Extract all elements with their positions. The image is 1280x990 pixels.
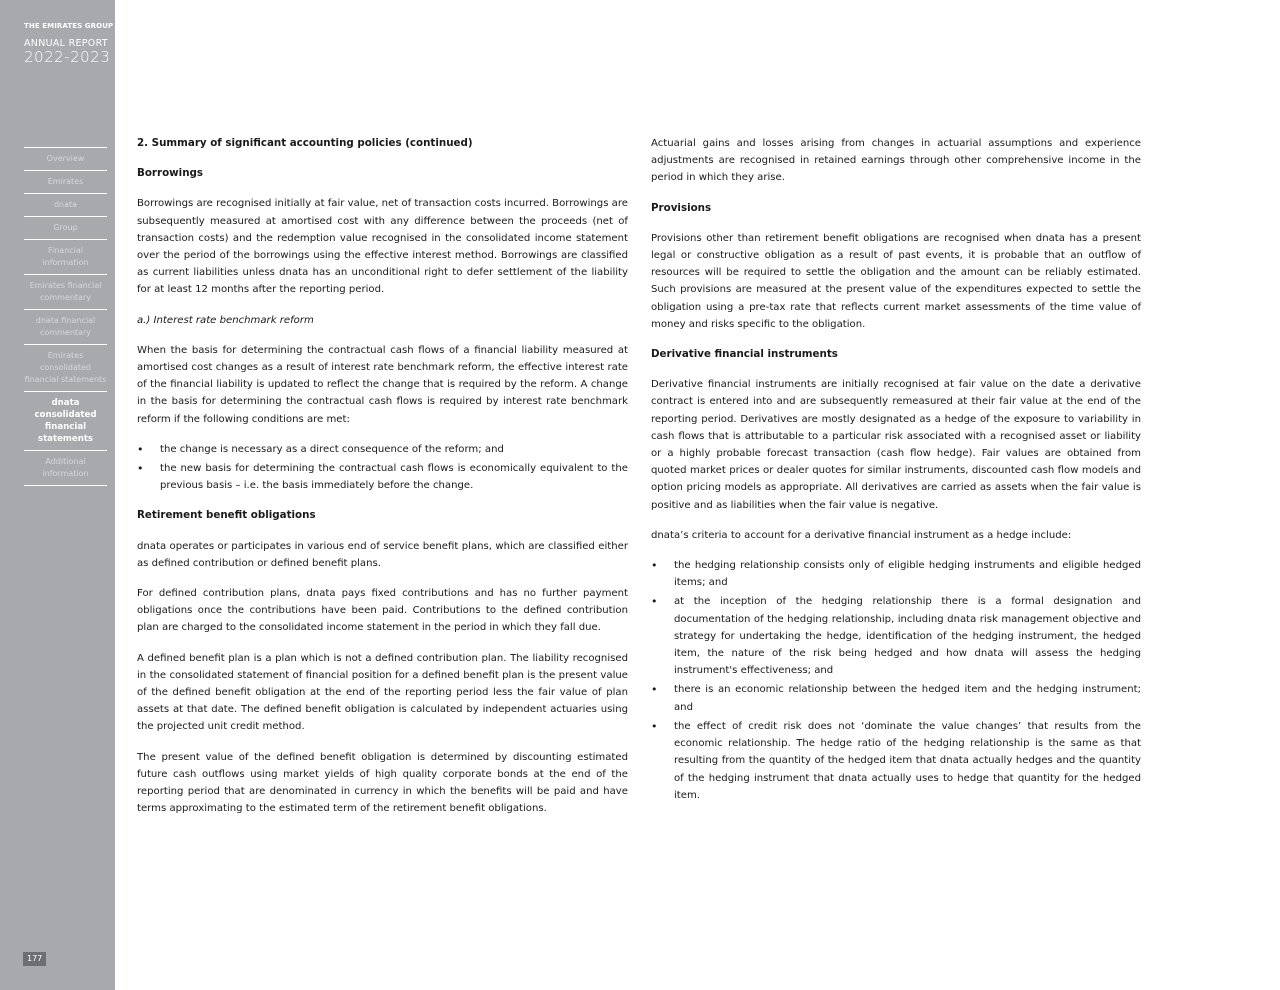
section-title: 2. Summary of significant accounting policies (continued) <box>137 137 473 149</box>
nav-item-emirates-consolidated-statements[interactable]: Emirates consolidated financial statements <box>24 344 107 391</box>
nav-item-dnata-consolidated-statements[interactable]: dnata consolidated financial statements <box>24 391 107 450</box>
derivatives-paragraph-2: dnata’s criteria to account for a derivative financial instrument as a hedge include: <box>651 529 1072 541</box>
list-item: • the hedging relationship consists only of eligible hedging instruments and eligible hedged items; and <box>651 557 1141 591</box>
list-item: • the effect of credit risk does not ‘dominate the value changes’ that results from the economic relationship. The hedge ratio of the hedging relationship is the same as that resulting from the quantity of the hedged item that dnata actually hedges and the quantity of the hedging instrument that dnata actually uses to hedge that quantity for the hedged item. <box>651 718 1141 804</box>
derivatives-paragraph-1: Derivative financial instruments are initially recognised at fair value on the date a derivative contract is entered into and are subsequently remeasured at their fair value at the end of the reporting period. Derivatives are mostly designated as a hedge of the exposure to variability in cash flows that is attributable to a particular risk associated with a recognised asset or liability or a highly probable forecast transaction (cash flow hedge). Fair values are obtained from quoted market prices or dealer quotes for similar instruments, discounted cash flow models and option pricing models as appropriate. All derivatives are carried as assets when the fair value is positive and as liabilities when the fair value is negative. <box>651 379 1141 511</box>
hedge-criteria-list <box>651 557 1141 804</box>
page-number: 177 <box>23 952 46 966</box>
brand-name: THE EMIRATES GROUP <box>24 22 114 30</box>
nav-item-group[interactable]: Group <box>24 216 107 239</box>
nav-item-dnata-financial-commentary[interactable]: dnata financial commentary <box>24 309 107 344</box>
left-column <box>137 135 628 831</box>
interest-rate-reform-paragraph: When the basis for determining the contractual cash flows of a financial liability measured at amortised cost changes as a result of interest rate benchmark reform, the effective interest rate of the financial liability is updated to reflect the change that is required by the reform. A change in the basis for determining the contractual cash flows is required by interest rate benchmark reform if the following conditions are met: <box>137 344 628 425</box>
list-item: • at the inception of the hedging relationship there is a formal designation and documentation of the hedging relationship, including dnata risk management objective and strategy for undertaking the hedge, identification of the hedging instrument, the hedged item, the nature of the risk being hedged and how dnata will assess the hedging instrument's effectiveness; and <box>651 593 1141 679</box>
list-item: • the new basis for determining the contractual cash flows is economically equivalent to the previous basis – i.e. the basis immediately before the change. <box>137 460 628 494</box>
brand-block <box>24 22 114 66</box>
list-item: • there is an economic relationship between the hedged item and the hedging instrument; and <box>651 681 1141 715</box>
retirement-benefit-heading: Retirement benefit obligations <box>137 509 316 522</box>
nav-item-emirates[interactable]: Emirates <box>24 170 107 193</box>
borrowings-paragraph: Borrowings are recognised initially at fair value, net of transaction costs incurred. Borrowings are subsequently measured at amortised cost with any difference between the proceeds (net of transaction costs) and the redemption value recognised in the consolidated income statement over the period of the borrowings using the effective interest method. Borrowings are classified as current liabilities unless dnata has an unconditional right to defer settlement of the liability for at least 12 months after the reporting period. <box>137 198 628 296</box>
right-column <box>651 135 1141 817</box>
list-item: • the change is necessary as a direct consequence of the reform; and <box>137 441 628 458</box>
retirement-benefit-paragraph-4: The present value of the defined benefit obligation is determined by discounting estimated future cash outflows using market yields of high quality corporate bonds at the end of the reporting period that are denominated in currency in which the benefits will be paid and have terms approximating to the estimated term of the retirement benefit obligations. <box>137 751 628 815</box>
nav-item-additional-information[interactable]: Additional information <box>24 450 107 486</box>
nav-item-overview[interactable]: Overview <box>24 147 107 170</box>
reform-conditions-list <box>137 441 628 495</box>
derivatives-heading: Derivative financial instruments <box>651 348 838 361</box>
nav-item-dnata[interactable]: dnata <box>24 193 107 216</box>
sidebar <box>0 0 115 990</box>
actuarial-paragraph: Actuarial gains and losses arising from changes in actuarial assumptions and experience adjustments are recognised in retained earnings through other comprehensive income in the period in which they arise. <box>651 138 1141 184</box>
retirement-benefit-paragraph-1: dnata operates or participates in various end of service benefit plans, which are classified either as defined contribution or defined benefit plans. <box>137 540 628 569</box>
borrowings-heading: Borrowings <box>137 167 204 180</box>
nav-item-financial-information[interactable]: Financial information <box>24 239 107 274</box>
retirement-benefit-paragraph-2: For defined contribution plans, dnata pays fixed contributions and has no further payment obligations once the contributions have been paid. Contributions to the defined contribution plan are charged to the consolidated income statement in the period in which they fall due. <box>137 588 628 634</box>
interest-rate-reform-subheading: a.) Interest rate benchmark reform <box>137 314 314 326</box>
provisions-paragraph: Provisions other than retirement benefit obligations are recognised when dnata has a present legal or constructive obligation as a result of past events, it is probable that an outflow of resources will be required to settle the obligation and the amount can be reliably estimated. Such provisions are measured at the present value of the expenditures expected to settle the obligation using a pre-tax rate that reflects current market assessments of the time value of money and risks specific to the obligation. <box>651 232 1141 330</box>
provisions-heading: Provisions <box>651 201 712 214</box>
report-label: ANNUAL REPORT <box>24 38 108 49</box>
retirement-benefit-paragraph-3: A defined benefit plan is a plan which is not a defined contribution plan. The liability recognised in the consolidated statement of financial position for a defined benefit plan is the present value of the defined benefit obligation at the end of the reporting period less the fair value of plan assets at that date. The defined benefit obligation is calculated by independent actuaries using the projected unit credit method. <box>137 652 628 733</box>
report-year: 2022-2023 <box>24 48 111 66</box>
nav-item-emirates-financial-commentary[interactable]: Emirates financial commentary <box>24 274 107 309</box>
section-nav <box>24 147 107 486</box>
